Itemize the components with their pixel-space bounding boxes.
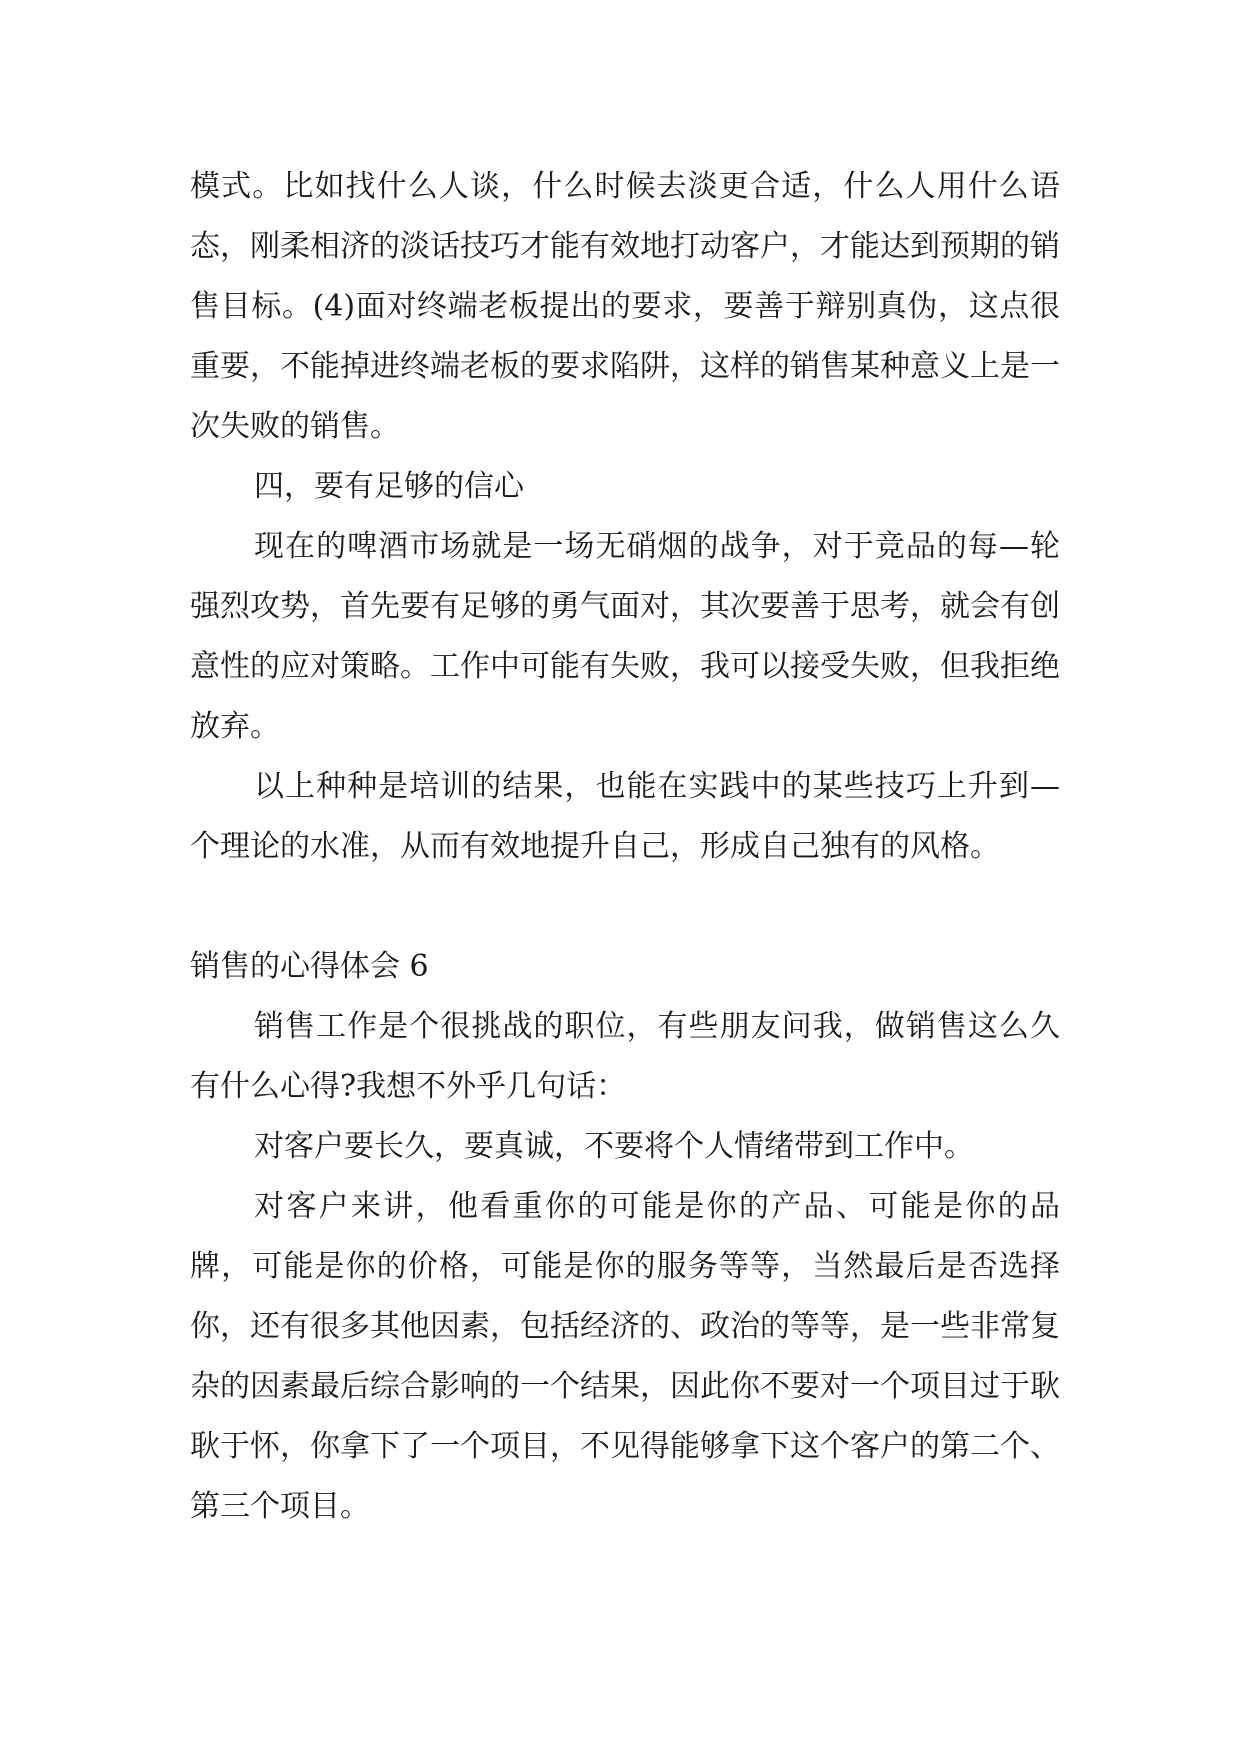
- paragraph-heading-four: 四，要有足够的信心: [254, 469, 524, 504]
- paragraph-training-summary: 以上种种是培训的结果，也能在实践中的某些技巧上升到—个理论的水准，从而有效地提升自己，形成自己独有的风格。: [190, 769, 1060, 864]
- paragraph-customer-factors: 对客户来讲，他看重你的可能是你的产品、可能是你的品牌，可能是你的价格，可能是你的服务等等，当然最后是否选择你，还有很多其他因素，包括经济的、政治的等等，是一些非常复杂的因素最后综合影响的一个结果，因此你不要对一个项目过于耿耿于怀，你拿下了一个项目，不见得能够拿下这个客户的第二个、第三个项目。: [190, 1189, 1060, 1524]
- paragraph-confidence: 现在的啤酒市场就是一场无硝烟的战争，对于竞品的每—轮强烈攻势，首先要有足够的勇气面对，其次要善于思考，就会有创意性的应对策略。工作中可能有失败，我可以接受失败，但我拒绝放弃。: [190, 529, 1060, 744]
- paragraph-intro: 销售工作是个很挑战的职位，有些朋友问我，做销售这么久有什么心得?我想不外乎几句话：: [190, 1009, 1060, 1104]
- section-heading: 销售的心得体会 6: [190, 949, 429, 984]
- section-spacer: [190, 877, 1060, 937]
- paragraph-customer-sincerity: 对客户要长久，要真诚，不要将个人情绪带到工作中。: [254, 1129, 974, 1164]
- document-body: [190, 157, 1060, 1537]
- paragraph-continuation: 模式。比如找什么人谈，什么时候去淡更合适，什么人用什么语态，刚柔相济的淡话技巧才能有效地打动客户，才能达到预期的销售目标。(4)面对终端老板提出的要求，要善于辩别真伪，这点很重要，不能掉进终端老板的要求陷阱，这样的销售某种意义上是一次失败的销售。: [190, 169, 1060, 444]
